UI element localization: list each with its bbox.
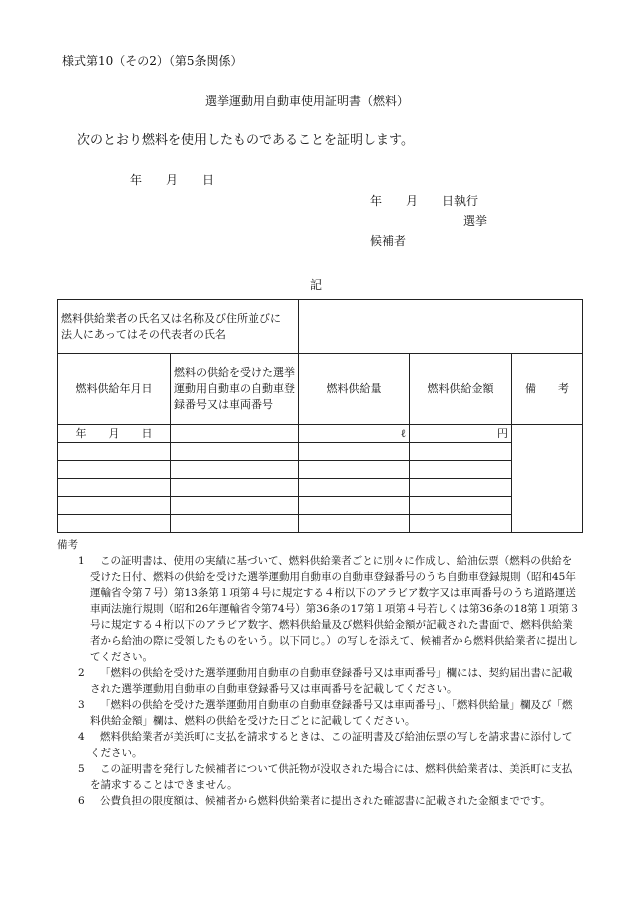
note-number: 5 <box>78 763 85 775</box>
note-number: 1 <box>78 555 85 567</box>
note-item <box>57 761 582 793</box>
note-item <box>57 553 582 665</box>
note-item <box>57 793 582 809</box>
table-row <box>58 479 583 497</box>
supplier-label: 燃料供給業者の氏名又は名称及び住所並びに法人にあってはその代表者の氏名 <box>58 300 299 354</box>
certification-statement: 次のとおり燃料を使用したものであることを証明します。 <box>77 133 414 148</box>
note-number: 2 <box>78 667 85 679</box>
notes-section <box>57 537 582 809</box>
note-number: 3 <box>78 699 85 711</box>
fuel-usage-table <box>57 299 583 533</box>
row-vehicle[interactable] <box>171 425 299 443</box>
document-title: 選挙運動用自動車使用証明書（燃料） <box>205 94 410 108</box>
row-amount[interactable]: ℓ <box>299 425 410 443</box>
candidate-label: 候補者 <box>370 234 407 248</box>
header-supply-date: 燃料供給年月日 <box>58 354 171 425</box>
row-price[interactable]: 円 <box>410 425 512 443</box>
note-number: 6 <box>78 795 85 807</box>
note-text: この証明書は、使用の実績に基づいて、燃料供給業者ごとに別々に作成し、給油伝票（燃料の供給を受けた日付、燃料の供給を受けた選挙運動用自動車の自動車登録番号のうち自動車登録規則（昭和45年運輸省令第７号）第13条第１項第４号に規定する４桁以下のアラビア数字又は車両番号のうち道路運送車両法施行規則（昭和26年運輸省令第74号）第36条の17第１項第４号若しくは第36条の18第１項第３号に規定する４桁以下のアラビア数字、燃料供給量及び燃料供給金額が記載された書面で、燃料供給業者から給油の際に受領したものをいう。以下同じ。）の写しを添えて、候補者から燃料供給業者に提出してください。 <box>90 555 580 663</box>
note-text: 燃料供給業者が美浜町に支払を請求するときは、この証明書及び給油伝票の写しを請求書に添付してください。 <box>90 731 573 759</box>
election-name: 選挙 <box>463 214 488 228</box>
remarks-cell[interactable] <box>512 425 583 533</box>
supplier-field[interactable] <box>299 300 583 354</box>
header-vehicle-number: 燃料の供給を受けた選挙運動用自動車の自動車登録番号又は車両番号 <box>171 354 299 425</box>
note-item <box>57 697 582 729</box>
header-fuel-amount: 燃料供給量 <box>299 354 410 425</box>
note-text: 公費負担の限度額は、候補者から燃料供給業者に提出された確認書に記載された金額までです。 <box>100 795 551 807</box>
ki-label: 記 <box>310 278 323 292</box>
table-row <box>58 515 583 533</box>
note-text: 「燃料の供給を受けた選挙運動用自動車の自動車登録番号又は車両番号」、「燃料供給量」欄及び「燃料供給金額」欄は、燃料の供給を受けた日ごとに記載してください。 <box>90 699 573 727</box>
table-row <box>58 425 583 443</box>
note-item <box>57 729 582 761</box>
note-text: 「燃料の供給を受けた選挙運動用自動車の自動車登録番号又は車両番号」欄には、契約届出書に記載された選挙運動用自動車の自動車登録番号又は車両番号を記載してください。 <box>90 667 573 695</box>
certification-date: 年 月 日 <box>130 173 215 187</box>
header-fuel-price: 燃料供給金額 <box>410 354 512 425</box>
table-row <box>58 461 583 479</box>
header-remarks: 備 考 <box>512 354 583 425</box>
election-execution-date: 年 月 日執行 <box>370 194 479 208</box>
row-date[interactable]: 年 月 日 <box>58 425 171 443</box>
note-text: この証明書を発行した候補者について供託物が没収された場合には、燃料供給業者は、美浜町に支払を請求することはできません。 <box>90 763 573 791</box>
note-number: 4 <box>78 731 85 743</box>
form-number: 様式第10（その2）（第5条関係） <box>62 54 243 68</box>
table-row <box>58 497 583 515</box>
note-item <box>57 665 582 697</box>
notes-title: 備考 <box>57 539 78 551</box>
table-row <box>58 443 583 461</box>
